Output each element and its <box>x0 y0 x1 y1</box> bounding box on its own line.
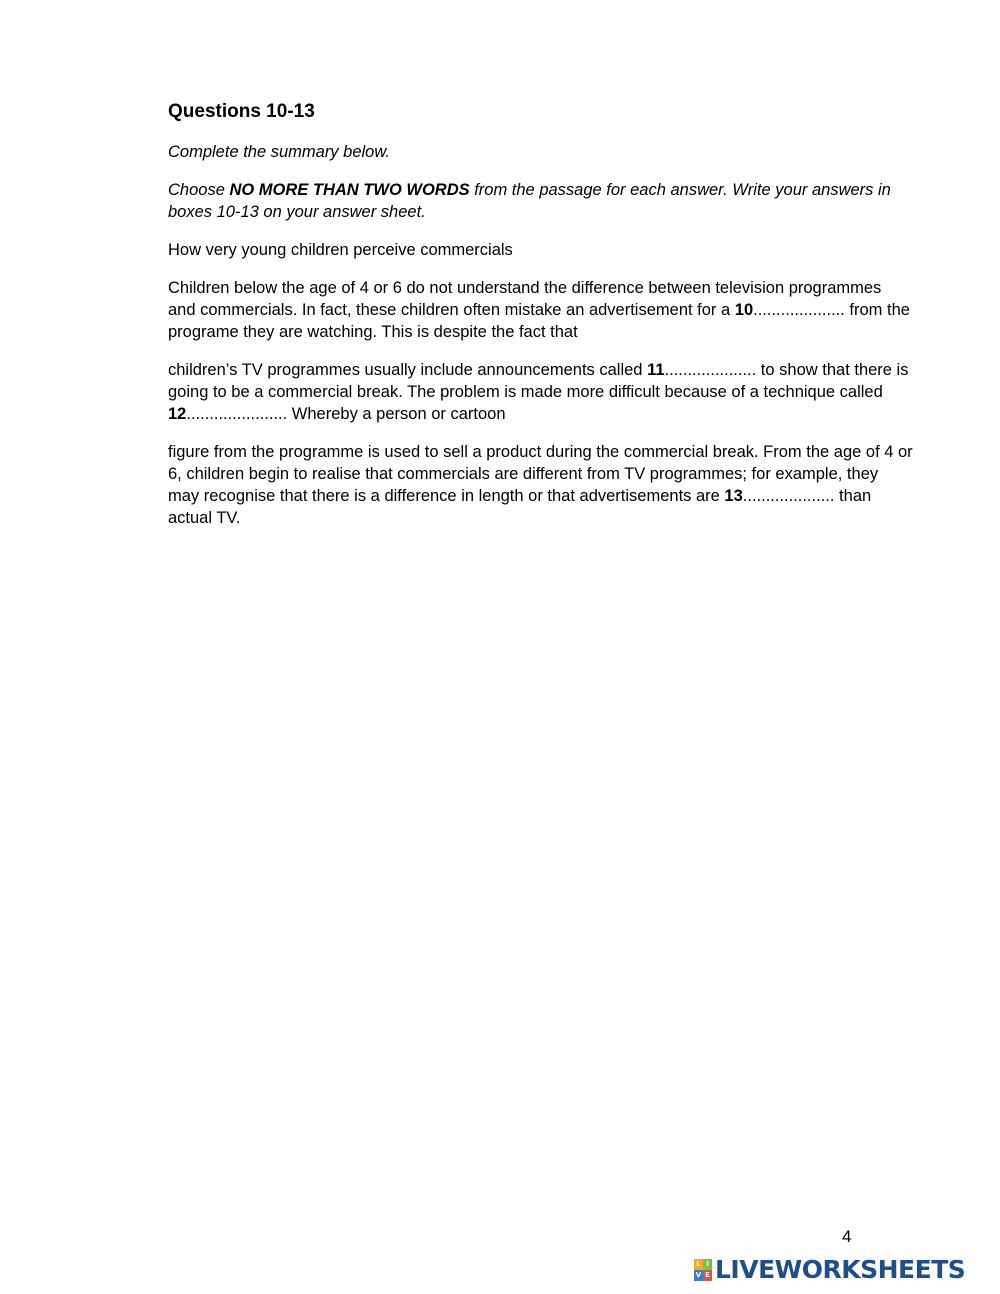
gap-number-13: 13 <box>724 487 743 505</box>
liveworksheets-logo-text: LIVEWORKSHEETS <box>715 1255 966 1284</box>
gap-number-11: 11 <box>647 361 665 379</box>
gap-number-10: 10 <box>734 301 754 319</box>
para1-text-2: from the programe they are watching. This is despite the fact that <box>168 301 910 341</box>
summary-title: How very young children perceive commercials <box>168 241 513 259</box>
para2-text-1: children’s TV programmes usually include announcements called <box>168 361 648 379</box>
logo-mark-letter-e: E <box>703 1270 712 1281</box>
gap-number-12: 12 <box>168 405 187 423</box>
para2-text-2: to show that there is going to be a commercial break. The problem is made more difficult because of a technique called <box>168 361 909 401</box>
worksheet-page <box>168 100 913 545</box>
liveworksheets-logo-icon <box>694 1259 712 1281</box>
para3-text-2: than actual TV. <box>168 487 872 527</box>
answer-gap-12[interactable]: ...................... <box>186 405 288 423</box>
instruction-word-limit: NO MORE THAN TWO WORDS <box>229 181 470 199</box>
answer-gap-10[interactable]: .................... <box>753 301 845 319</box>
instruction-choose <box>168 179 913 223</box>
logo-mark-letter-l: L <box>694 1259 703 1270</box>
logo-mark-letter-i: I <box>703 1259 712 1270</box>
instruction-choose-pre: Choose <box>168 181 230 199</box>
answer-gap-13[interactable]: .................... <box>742 487 835 505</box>
summary-paragraph-1 <box>168 277 913 343</box>
liveworksheets-logo[interactable] <box>694 1256 965 1284</box>
para1-text-1: Children below the age of 4 or 6 do not understand the difference between television programmes and commercials. In fact, these children often mistake an advertisement for a <box>168 279 882 319</box>
section-heading: Questions 10-13 <box>168 101 315 122</box>
para2-text-3: Whereby a person or cartoon <box>287 405 506 423</box>
instruction-complete: Complete the summary below. <box>168 143 390 161</box>
page-number: 4 <box>842 1227 852 1246</box>
answer-gap-11[interactable]: .................... <box>664 361 757 379</box>
instruction-choose-post: from the passage for each answer. Write your answers in boxes 10-13 on your answer sheet. <box>168 181 891 221</box>
logo-mark-letter-v: V <box>695 1271 702 1279</box>
summary-paragraph-2 <box>168 359 913 425</box>
para3-text-1: figure from the programme is used to sell a product during the commercial break. From the age of 4 or 6, children begin to realise that commercials are different from TV programmes; for example, they may recognise that there is a difference in length or that advertisements are <box>168 443 913 505</box>
summary-paragraph-3 <box>168 441 913 529</box>
